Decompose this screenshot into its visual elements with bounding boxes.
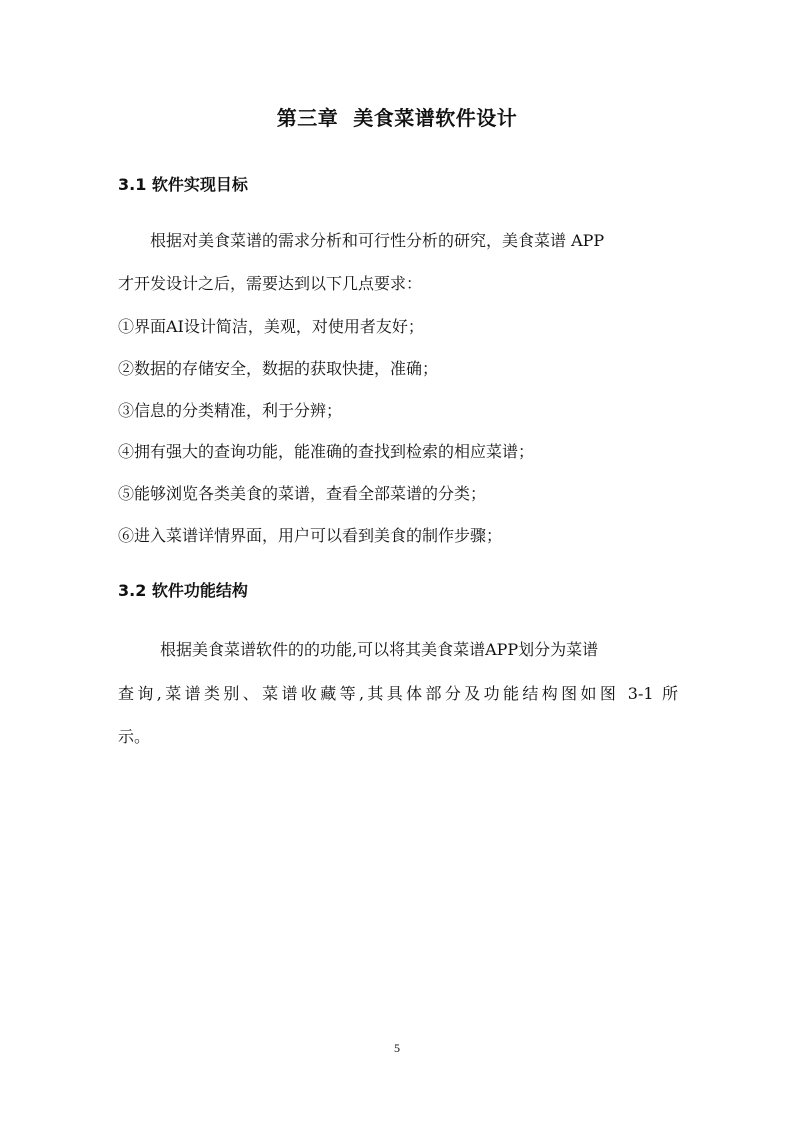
chapter-title: 第三章 美食菜谱软件设计 (276, 106, 518, 130)
section-heading-3-1: 3.1 软件实现目标 (118, 175, 248, 194)
section-heading-3-2: 3.2 软件功能结构 (118, 581, 248, 600)
requirement-item: ④拥有强大的查询功能，能准确的查找到检索的相应菜谱； (118, 442, 535, 461)
paragraph-line: 示。 (118, 727, 151, 746)
requirement-item: ③信息的分类精准，利于分辨； (118, 401, 343, 420)
requirement-item: ⑤能够浏览各类美食的菜谱，查看全部菜谱的分类； (118, 484, 487, 503)
paragraph-line: 才开发设计之后，需要达到以下几点要求： (118, 274, 423, 293)
paragraph-line: 查询,菜谱类别、菜谱收藏等,其具体部分及功能结构图如图 3-1 所 (118, 684, 678, 703)
paragraph-line: 根据对美食菜谱的需求分析和可行性分析的研究，美食菜谱 APP (150, 231, 605, 250)
requirement-item: ⑥进入菜谱详情界面，用户可以看到美食的制作步骤； (118, 526, 503, 545)
requirement-item: ①界面AI设计简洁，美观，对使用者友好； (118, 317, 424, 336)
requirement-item: ②数据的存储安全，数据的获取快捷，准确； (118, 359, 439, 378)
page-number: 5 (394, 1041, 400, 1055)
paragraph-line: 根据美食菜谱软件的的功能,可以将其美食菜谱APP划分为菜谱 (160, 640, 599, 659)
